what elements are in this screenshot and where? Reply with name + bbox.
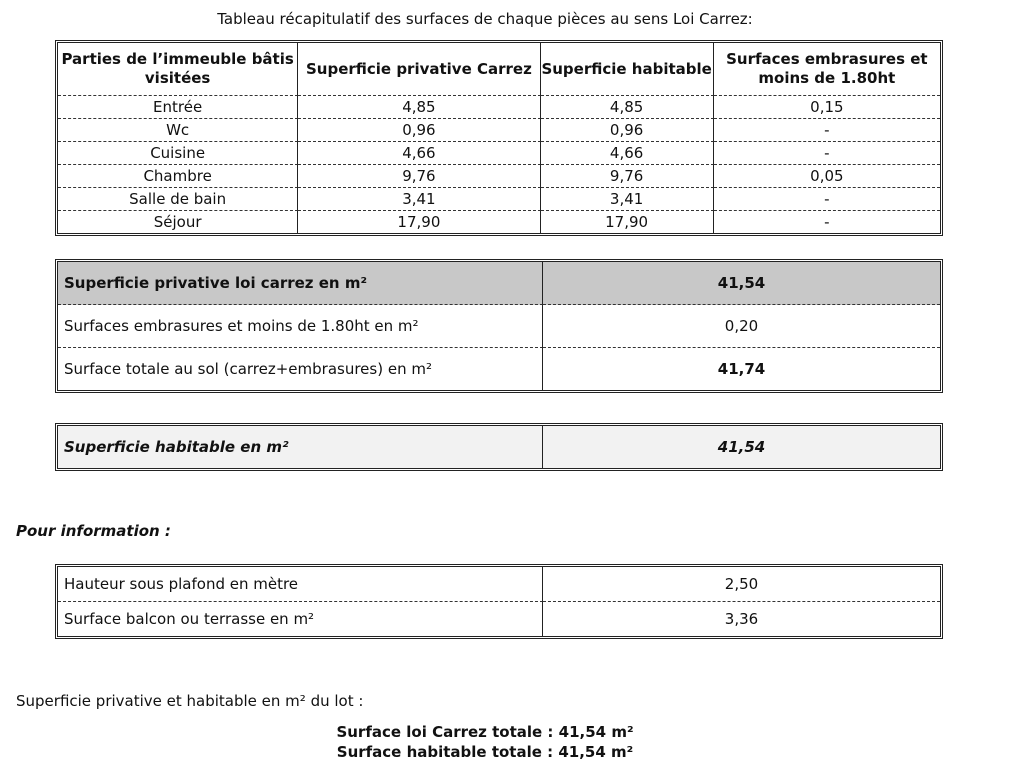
table-row [58, 119, 940, 142]
document-title: Tableau récapitulatif des surfaces de chaque pièces au sens Loi Carrez: [217, 10, 753, 28]
room-carrez: 9,76 [298, 165, 540, 188]
room-embrasures: - [714, 142, 940, 165]
table-row [58, 426, 940, 468]
room-name: Séjour [58, 211, 298, 233]
room-habitable: 4,85 [541, 96, 714, 119]
hauteur-value: 2,50 [543, 567, 940, 602]
room-carrez: 17,90 [298, 211, 540, 233]
room-habitable: 17,90 [541, 211, 714, 233]
balcon-label: Surface balcon ou terrasse en m² [58, 602, 543, 636]
table-row [58, 211, 940, 233]
room-carrez: 0,96 [298, 119, 540, 142]
embrasures-total-value: 0,20 [543, 305, 940, 348]
table-row [58, 142, 940, 165]
habitable-value: 41,54 [543, 426, 940, 468]
column-header-habitable: Superficie habitable [541, 43, 714, 96]
carrez-summary-table [57, 261, 941, 391]
room-carrez: 4,66 [298, 142, 540, 165]
room-embrasures: 0,15 [714, 96, 940, 119]
carrez-total-value: 41,54 [543, 262, 940, 305]
room-habitable: 0,96 [541, 119, 714, 142]
table-row [58, 165, 940, 188]
embrasures-total-label: Surfaces embrasures et moins de 1.80ht en m² [58, 305, 543, 348]
column-header-carrez: Superficie privative Carrez [298, 43, 540, 96]
room-name: Entrée [58, 96, 298, 119]
table-row [58, 602, 940, 636]
lot-totals [0, 722, 970, 762]
room-name: Chambre [58, 165, 298, 188]
room-name: Cuisine [58, 142, 298, 165]
table-row [58, 262, 940, 305]
habitable-summary-table [57, 425, 941, 469]
table-row [58, 567, 940, 602]
table-row [58, 188, 940, 211]
hauteur-label: Hauteur sous plafond en mètre [58, 567, 543, 602]
table-row [58, 348, 940, 390]
room-embrasures: - [824, 212, 830, 231]
lot-label: Superficie privative et habitable en m² du lot : [16, 692, 364, 710]
room-name: Salle de bain [58, 188, 298, 211]
column-header-parties: Parties de l’immeuble bâtis visitées [58, 43, 298, 96]
info-table [57, 566, 941, 637]
table-row [58, 96, 940, 119]
room-name: Wc [58, 119, 298, 142]
habitable-label: Superficie habitable en m² [58, 426, 543, 468]
room-carrez: 4,85 [298, 96, 540, 119]
info-heading: Pour information : [16, 522, 171, 540]
total-sol-label: Surface totale au sol (carrez+embrasures) en m² [58, 348, 543, 390]
room-habitable: 4,66 [541, 142, 714, 165]
room-embrasures: 0,05 [714, 165, 940, 188]
carrez-grand-total: Surface loi Carrez totale : 41,54 m² [336, 723, 634, 741]
total-sol-value: 41,74 [717, 360, 766, 378]
carrez-total-label: Superficie privative loi carrez en m² [58, 262, 543, 305]
room-embrasures: - [714, 119, 940, 142]
room-habitable: 9,76 [541, 165, 714, 188]
column-header-embrasures: Surfaces embrasures et moins de 1.80ht [714, 43, 940, 96]
habitable-grand-total: Surface habitable totale : 41,54 m² [336, 743, 634, 761]
room-habitable: 3,41 [541, 188, 714, 211]
room-embrasures: - [714, 188, 940, 211]
rooms-surface-table [57, 42, 941, 234]
table-header-row [58, 43, 940, 96]
balcon-value: 3,36 [724, 610, 759, 628]
table-row [58, 305, 940, 348]
room-carrez: 3,41 [298, 188, 540, 211]
